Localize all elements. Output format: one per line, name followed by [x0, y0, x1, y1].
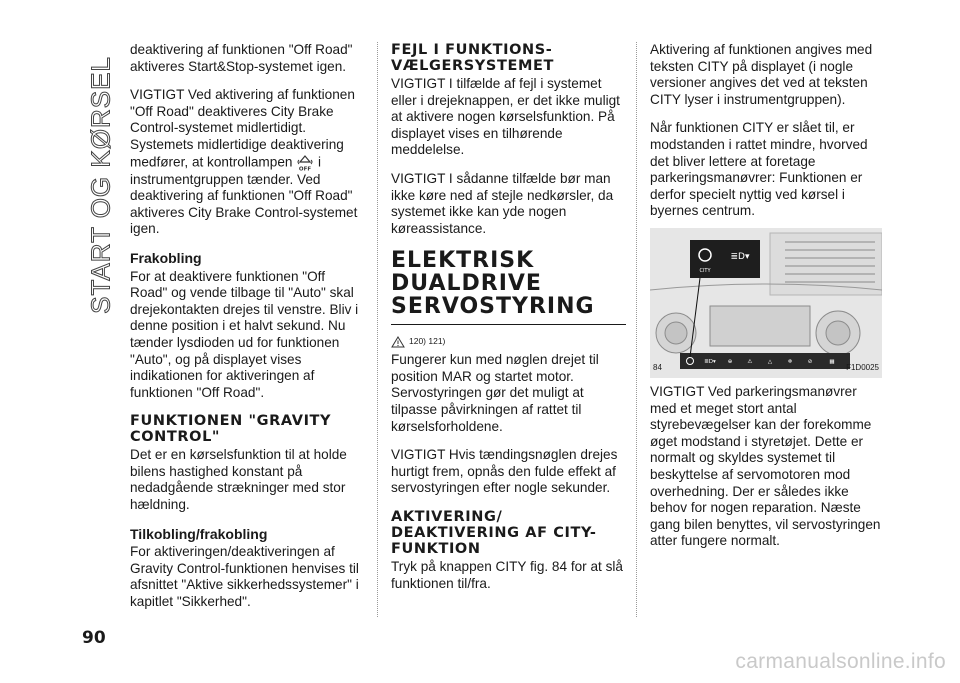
- paragraph: VIGTIGT Ved parkeringsmanøvrer med et meget stort antal styrebevægelser kan der forekomme øget modstand i styretøjet. Dette er normalt og skyldes systemet til beskyttelse af servomotoren mod overhedning. Der er således ikke behov for nogen reparation. Næste gang bilen benyttes, vil servostyringen atter fungere normalt.: [650, 383, 881, 549]
- column-divider: [377, 42, 378, 617]
- svg-text:▦: ▦: [829, 358, 835, 365]
- svg-text:≣D▾: ≣D▾: [730, 251, 750, 262]
- figure-code: F1D0025: [846, 363, 879, 373]
- section-subheading: Tilkobling/frakobling: [130, 525, 268, 542]
- paragraph-with-icon: VIGTIGT Ved aktivering af funktionen "Off Road" deaktiveres City Brake Control-systemet midlertidigt. Systemets midlertidige deaktivering medfører, at kontrollampen OFF i instrumentgruppen tænder. Ved deaktivering af funktionen "Off Road" aktiveres City Brake Control-systemet igen.: [130, 87, 358, 237]
- paragraph: For aktiveringen/deaktiveringen af Gravity Control-funktionen henvises til afsnittet "Aktive sikkerhedssystemer" i kapitlet "Sikkerhed".: [130, 544, 359, 610]
- svg-text:≣D▾: ≣D▾: [704, 358, 716, 365]
- section-heading: FEJL I FUNKTIONS-VÆLGERSYSTEMET: [391, 42, 554, 74]
- chapter-side-title: [86, 40, 116, 330]
- paragraph: VIGTIGT I sådanne tilfælde bør man ikke køre ned af stejle nedkørsler, da systemet ikke kan yde nogen køreassistance.: [391, 170, 614, 236]
- paragraph: Tryk på knappen CITY fig. 84 for at slå funktionen til/fra.: [391, 558, 623, 591]
- svg-text:⊘: ⊘: [807, 358, 813, 365]
- warning-reference: [391, 333, 445, 350]
- paragraph: Når funktionen CITY er slået til, er modstanden i rattet mindre, hvorved det bliver lettere at foretage parkeringsmanøvrer: Funktionen er derfor specielt nyttig ved kørsel i byernes centrum.: [650, 120, 868, 219]
- paragraph: Aktivering af funktionen angives med teksten CITY på displayet (i nogle versioner angives det ved at teksten CITY lyser i instrumentgruppen).: [650, 42, 873, 107]
- paragraph: VIGTIGT I tilfælde af fejl i systemet eller i drejeknappen, er det ikke muligt at aktivere nogen kørselsfunktion. På displayet vises en tilhørende meddelelse.: [391, 76, 620, 158]
- svg-text:⊕: ⊕: [727, 358, 733, 365]
- warning-triangle-icon: [391, 336, 405, 348]
- section-subheading: Frakobling: [130, 249, 202, 266]
- column-2: [391, 42, 626, 604]
- section-heading: AKTIVERING/ DEAKTIVERING AF CITY-FUNKTION: [391, 508, 597, 557]
- paragraph: Det er en kørselsfunktion til at holde bilens hastighed konstant på nedadgående strækninger med stor hældning.: [130, 447, 347, 513]
- section-heading: FUNKTIONEN "GRAVITY CONTROL": [130, 413, 332, 446]
- chapter-title-text: START OG KØRSEL: [85, 56, 116, 314]
- paragraph: deaktivering af funktionen "Off Road" aktiveres Start&Stop-systemet igen.: [130, 42, 353, 74]
- svg-text:⚠: ⚠: [747, 358, 753, 365]
- watermark: carmanualsonline.info: [735, 650, 946, 673]
- figure-dashboard-city-button: [650, 228, 882, 378]
- city-brake-off-warning-icon: [296, 154, 314, 172]
- paragraph: VIGTIGT Hvis tændingsnøglen drejes hurtigt frem, opnås den fulde effekt af servostyringen efter nogle sekunder.: [391, 447, 618, 496]
- city-button-label: CITY: [699, 267, 711, 274]
- svg-text:❄: ❄: [787, 358, 793, 365]
- warning-refs: 120) 121): [409, 336, 446, 347]
- dashboard-illustration: [650, 228, 882, 378]
- page-number: 90: [82, 628, 106, 648]
- paragraph: Fungerer kun med nøglen drejet til position MAR og startet motor. Servostyringen gør det muligt at tilpasse påvirkningen af rattet til kørselsforholdene.: [391, 352, 599, 434]
- paragraph: For at deaktivere funktionen "Off Road" og vende tilbage til "Auto" skal drejekontakten drejes til venstre. Bliv i denne position i et halvt sekund. Nu tænder lysdioden ud for funktionen "Auto", og på displayet vises indikationen for aktiveringen af funktionen "Off Road".: [130, 268, 359, 400]
- column-3: [650, 42, 882, 562]
- svg-text:△: △: [767, 358, 773, 365]
- column-divider: [636, 42, 637, 617]
- column-1: [130, 42, 362, 623]
- figure-number: 84: [653, 363, 662, 373]
- icon-label: OFF: [299, 166, 312, 172]
- chapter-heading: ELEKTRISK DUALDRIVE SERVOSTYRING: [391, 249, 626, 325]
